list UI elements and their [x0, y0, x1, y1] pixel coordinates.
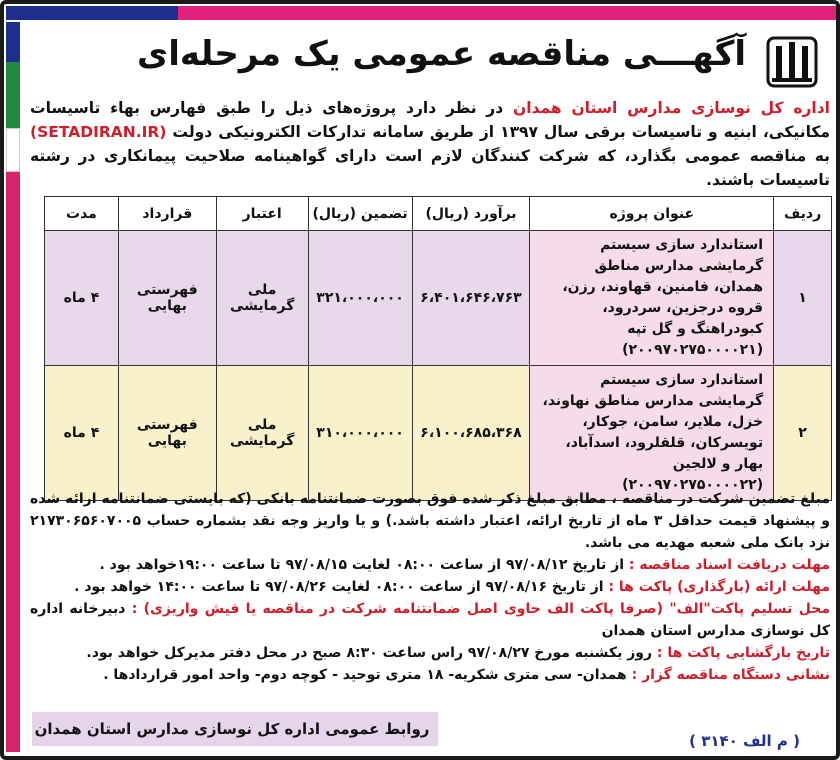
receipt-label: مهلت دریافت اسناد مناقصه : — [628, 557, 830, 573]
intro-text-1: در نظر دارد پروژه‌های ذیل را طبق فهارس بهاء تاسیسات مکانیکی، ابنیه و تاسیسات برقی سال ۱۳۹۷ از طریق سامانه تدارکات الکترونیکی دولت — [30, 99, 831, 141]
address-text: همدان- سی متری شکریه- ۱۸ متری توحید - کوچه دوم- واحد امور قراردادها . — [103, 667, 632, 683]
left-stripe-pink — [6, 172, 20, 752]
receipt-text: از تاریخ ۹۷/۰۸/۱۲ از ساعت ۰۸:۰۰ لغایت ۹۷/۰۸/۱۵ تا ساعت ۱۹:۰۰خواهد بود . — [99, 557, 629, 573]
emblem-icon — [762, 32, 822, 92]
submit-text: از تاریخ ۹۷/۰۸/۱۶ از ساعت ۰۸:۰۰ لغایت ۹۷/۰۸/۲۶ تا ساعت ۱۴:۰۰ خواهد بود . — [74, 579, 609, 595]
row-credit: ملی گرمایشی — [216, 231, 308, 366]
guarantee-note: مبلغ تضمین شرکت در مناقصه ، مطابق مبلغ ذکر شده فوق بصورت ضمانتنامه بانکی (که بایستی ضمانتنامه ارائه شده و پیشنهاد قیمت حداقل ۳ ماه از تاریخ ارائه، اعتبار داشته باشد.) و یا واریز وجه نقد بشماره حساب ۲۱۷۳۰۶۵۶۰۷۰۰۵ نزد بانک ملی شعبه مهدیه می باشد. — [30, 491, 831, 551]
intro-text-2: به مناقصه عمومی بگذارد، که شرکت کنندگان لازم است دارای گواهینامه صلاحیت پیمانکاری در رشته تاسیسات باشند. — [30, 147, 830, 189]
row-credit: ملی گرمایشی — [216, 366, 308, 501]
submit-label: مهلت ارائه (بارگذاری) پاکت ها : — [608, 579, 830, 595]
row-index: ۱ — [774, 231, 832, 366]
intro-paragraph — [30, 96, 830, 192]
row-title: استاندارد سازی سیستم گرمایشی مدارس مناطق نهاوند، خزل، ملایر، سامن، جوکار، تویسرکان، قلقلرود، اسدآباد، بهار و لالجین (۲۰۰۹۷۰۲۷۵۰۰۰۰۲۲) — [530, 366, 774, 501]
address-label: نشانی دستگاه مناقصه گزار : — [631, 667, 830, 683]
col-guarantee-header: تضمین (ریال) — [308, 197, 412, 231]
open-line — [30, 642, 830, 664]
row-estimate: ۶،۴۰۱،۶۴۶،۷۶۳ — [412, 231, 530, 366]
col-credit-header: اعتبار — [216, 197, 308, 231]
top-stripe-pink — [178, 6, 836, 20]
col-duration-header: مدت — [45, 197, 119, 231]
conditions-text — [30, 488, 830, 686]
table-row — [45, 366, 832, 501]
col-index-header: ردیف — [774, 197, 832, 231]
deliver-label: محل تسلیم پاکت"الف" (صرفا پاکت الف حاوی اصل ضمانتنامه شرکت در مناقصه یا فیش واریزی) : — [131, 601, 830, 617]
address-line — [30, 664, 830, 686]
row-contract: فهرستی بهایی — [118, 231, 216, 366]
left-stripe-blue — [6, 22, 20, 62]
header — [26, 24, 834, 96]
page-title: آگهـــی مناقصه عمومی یک مرحله‌ای — [137, 34, 746, 74]
row-guarantee: ۳۱۰،۰۰۰،۰۰۰ — [308, 366, 412, 501]
row-title: استاندارد سازی سیستم گرمایشی مدارس مناطق همدان، فامنین، قهاوند، رزن، قروه درجزین، سردرود، کبودراهنگ و گل تپه (۲۰۰۹۷۰۲۷۵۰۰۰۰۲۱) — [530, 231, 774, 366]
col-contract-header: قرارداد — [118, 197, 216, 231]
signature-bar: روابط عمومی اداره کل نوسازی مدارس استان همدان — [32, 712, 438, 746]
row-duration: ۴ ماه — [45, 366, 119, 501]
row-index: ۲ — [774, 366, 832, 501]
col-estimate-header: برآورد (ریال) — [412, 197, 530, 231]
ad-code: ( م الف ۳۱۴۰ ) — [689, 732, 800, 750]
row-guarantee: ۳۲۱،۰۰۰،۰۰۰ — [308, 231, 412, 366]
deliver-line — [30, 598, 830, 642]
table-header-row — [45, 197, 832, 231]
receipt-line — [30, 554, 830, 576]
row-estimate: ۶،۱۰۰،۶۸۵،۳۶۸ — [412, 366, 530, 501]
submit-line — [30, 576, 830, 598]
col-title-header: عنوان پروژه — [530, 197, 774, 231]
top-stripe-blue — [6, 6, 178, 20]
setad-link[interactable]: (SETADIRAN.IR) — [30, 123, 167, 141]
org-name: اداره کل نوسازی مدارس استان همدان — [513, 99, 830, 117]
open-text: روز یکشنبه مورخ ۹۷/۰۸/۲۷ راس ساعت ۸:۳۰ صبح در محل دفتر مدیرکل خواهد بود. — [86, 645, 657, 661]
left-stripe-green — [6, 62, 20, 128]
projects-table — [44, 196, 832, 501]
open-label: تاریخ بازگشایی پاکت ها : — [656, 645, 830, 661]
left-stripe-white — [6, 128, 20, 172]
row-duration: ۴ ماه — [45, 231, 119, 366]
row-contract: فهرستی بهایی — [118, 366, 216, 501]
table-row — [45, 231, 832, 366]
deliver-text: دبیرخانه اداره کل نوسازی مدارس استان همدان — [30, 601, 830, 639]
